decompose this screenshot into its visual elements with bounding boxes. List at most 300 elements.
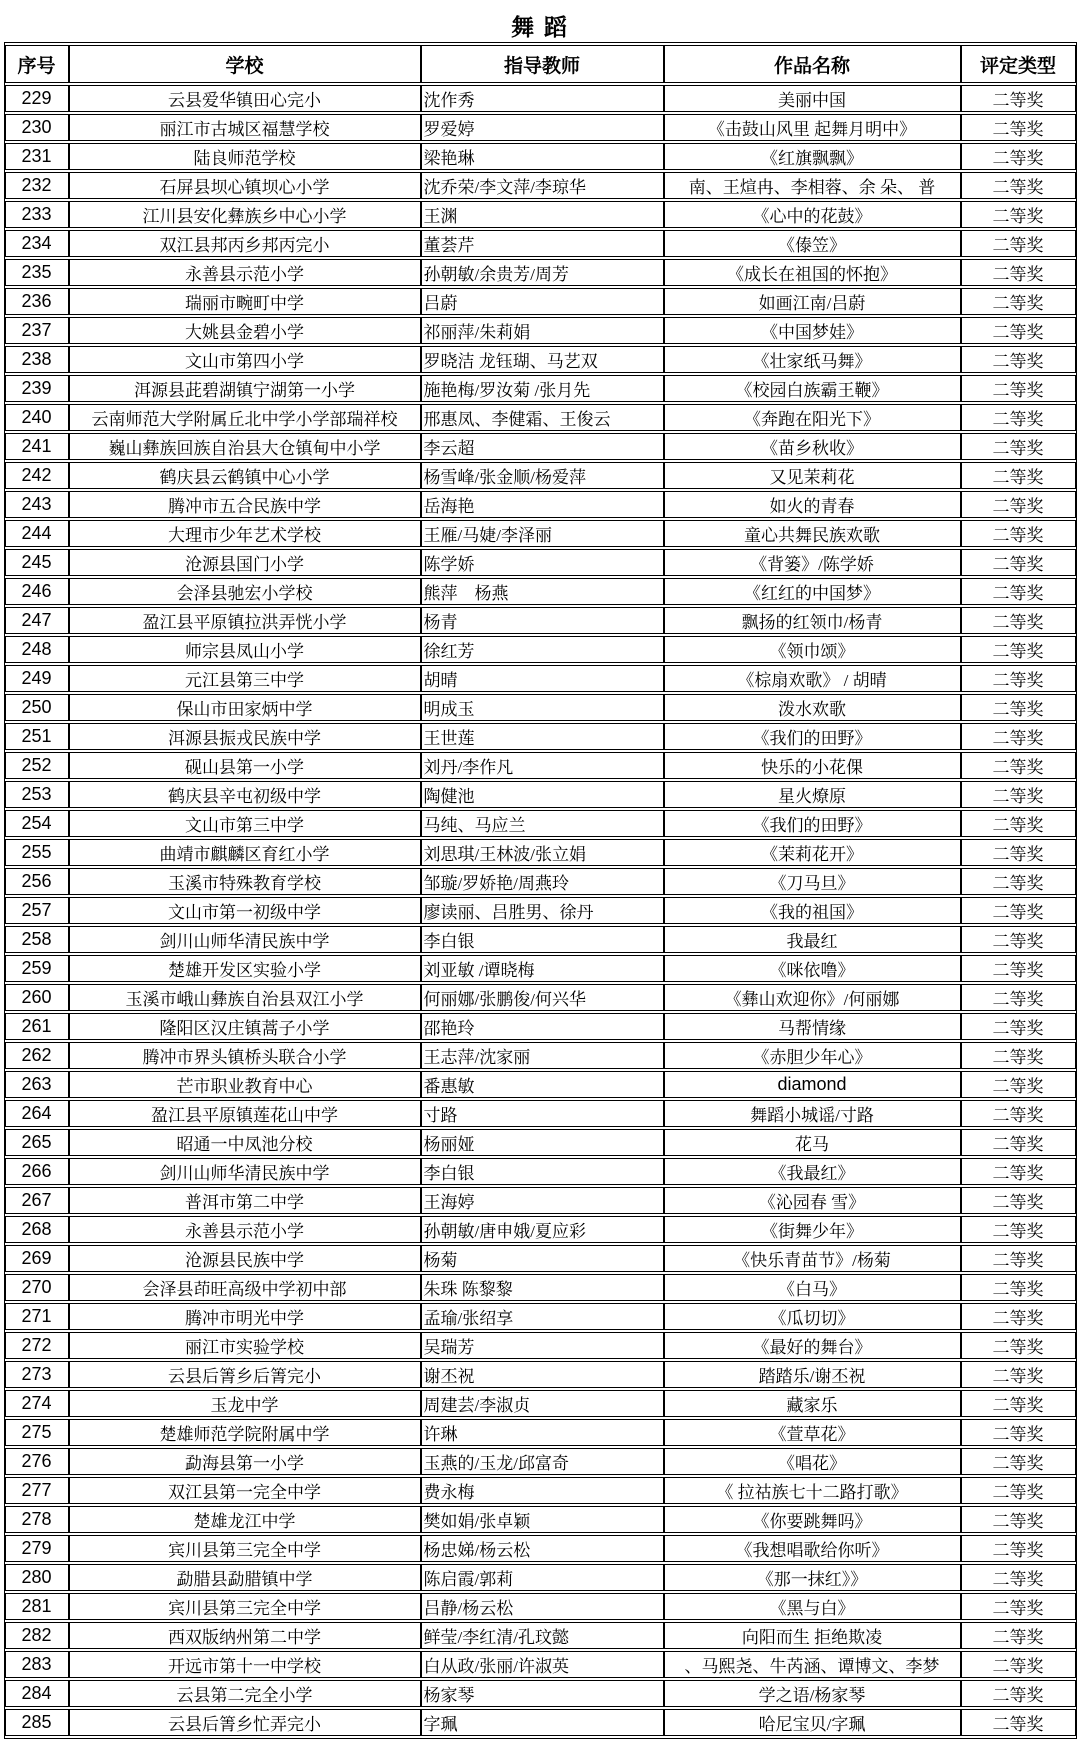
school-cell: 丽江市实验学校 bbox=[69, 1332, 421, 1359]
school-cell: 剑川山师华清民族中学 bbox=[69, 926, 421, 953]
award-cell: 二等奖 bbox=[961, 984, 1076, 1011]
teacher-cell: 马纯、马应兰 bbox=[421, 810, 664, 837]
work-cell: 学之语/杨家琴 bbox=[664, 1680, 961, 1707]
school-cell: 西双版纳州第二中学 bbox=[69, 1622, 421, 1649]
teacher-cell: 明成玉 bbox=[421, 694, 664, 721]
table-row bbox=[5, 1651, 1076, 1678]
award-cell: 二等奖 bbox=[961, 520, 1076, 547]
teacher-cell: 董荟芹 bbox=[421, 230, 664, 257]
school-cell: 洱源县振戎民族中学 bbox=[69, 723, 421, 750]
table-row bbox=[5, 317, 1076, 344]
award-cell: 二等奖 bbox=[961, 462, 1076, 489]
work-cell: 《成长在祖国的怀抱》 bbox=[664, 259, 961, 286]
header-row bbox=[5, 45, 1076, 83]
teacher-cell: 樊如娟/张卓颖 bbox=[421, 1506, 664, 1533]
work-cell: 《快乐青苗节》/杨菊 bbox=[664, 1245, 961, 1272]
teacher-cell: 番惠敏 bbox=[421, 1071, 664, 1098]
no-cell: 246 bbox=[5, 578, 69, 605]
no-cell: 244 bbox=[5, 520, 69, 547]
page-title: 舞 蹈 bbox=[511, 15, 569, 40]
school-cell: 江川县安化彝族乡中心小学 bbox=[69, 201, 421, 228]
work-cell: 美丽中国 bbox=[664, 85, 961, 112]
teacher-cell: 杨家琴 bbox=[421, 1680, 664, 1707]
no-cell: 261 bbox=[5, 1013, 69, 1040]
no-cell: 255 bbox=[5, 839, 69, 866]
no-cell: 240 bbox=[5, 404, 69, 431]
table-row bbox=[5, 520, 1076, 547]
table-row bbox=[5, 259, 1076, 286]
award-cell: 二等奖 bbox=[961, 259, 1076, 286]
school-cell: 鹤庆县辛屯初级中学 bbox=[69, 781, 421, 808]
award-cell: 二等奖 bbox=[961, 1129, 1076, 1156]
no-cell: 233 bbox=[5, 201, 69, 228]
award-cell: 二等奖 bbox=[961, 752, 1076, 779]
award-cell: 二等奖 bbox=[961, 926, 1076, 953]
award-cell: 二等奖 bbox=[961, 1274, 1076, 1301]
teacher-cell: 廖读丽、吕胜男、徐丹 bbox=[421, 897, 664, 924]
table-row bbox=[5, 636, 1076, 663]
no-cell: 239 bbox=[5, 375, 69, 402]
table-row bbox=[5, 1622, 1076, 1649]
award-cell: 二等奖 bbox=[961, 317, 1076, 344]
school-cell: 永善县示范小学 bbox=[69, 1216, 421, 1243]
school-cell: 腾冲市五合民族中学 bbox=[69, 491, 421, 518]
teacher-cell: 刘思琪/王林波/张立娟 bbox=[421, 839, 664, 866]
no-cell: 236 bbox=[5, 288, 69, 315]
no-cell: 245 bbox=[5, 549, 69, 576]
table-row bbox=[5, 1390, 1076, 1417]
table-row bbox=[5, 1535, 1076, 1562]
teacher-cell: 王海婷 bbox=[421, 1187, 664, 1214]
award-cell: 二等奖 bbox=[961, 955, 1076, 982]
work-cell: 《心中的花鼓》 bbox=[664, 201, 961, 228]
work-cell: 《最好的舞台》 bbox=[664, 1332, 961, 1359]
work-cell: 《壮家纸马舞》 bbox=[664, 346, 961, 373]
award-cell: 二等奖 bbox=[961, 1535, 1076, 1562]
work-cell: 哈尼宝贝/字珮 bbox=[664, 1709, 961, 1736]
school-cell: 双江县第一完全中学 bbox=[69, 1477, 421, 1504]
award-cell: 二等奖 bbox=[961, 1593, 1076, 1620]
award-cell: 二等奖 bbox=[961, 781, 1076, 808]
no-cell: 281 bbox=[5, 1593, 69, 1620]
no-cell: 262 bbox=[5, 1042, 69, 1069]
table-row bbox=[5, 491, 1076, 518]
table-row bbox=[5, 694, 1076, 721]
no-cell: 264 bbox=[5, 1100, 69, 1127]
award-cell: 二等奖 bbox=[961, 491, 1076, 518]
no-cell: 282 bbox=[5, 1622, 69, 1649]
teacher-cell: 费永梅 bbox=[421, 1477, 664, 1504]
no-cell: 280 bbox=[5, 1564, 69, 1591]
school-cell: 云县后箐乡忙弄完小 bbox=[69, 1709, 421, 1736]
table-row bbox=[5, 433, 1076, 460]
table-row bbox=[5, 752, 1076, 779]
no-cell: 247 bbox=[5, 607, 69, 634]
teacher-cell: 邢惠凤、李健霜、王俊云 bbox=[421, 404, 664, 431]
work-cell: 踏踏乐/谢丕祝 bbox=[664, 1361, 961, 1388]
teacher-cell: 祁丽萍/朱莉娟 bbox=[421, 317, 664, 344]
school-cell: 鹤庆县云鹤镇中心小学 bbox=[69, 462, 421, 489]
work-cell: 如火的青春 bbox=[664, 491, 961, 518]
table-row bbox=[5, 1593, 1076, 1620]
teacher-cell: 孟瑜/张绍享 bbox=[421, 1303, 664, 1330]
teacher-cell: 刘丹/李作凡 bbox=[421, 752, 664, 779]
school-cell: 玉溪市峨山彝族自治县双江小学 bbox=[69, 984, 421, 1011]
school-cell: 腾冲市明光中学 bbox=[69, 1303, 421, 1330]
no-cell: 229 bbox=[5, 85, 69, 112]
teacher-cell: 熊萍 杨燕 bbox=[421, 578, 664, 605]
award-cell: 二等奖 bbox=[961, 1651, 1076, 1678]
school-cell: 文山市第四小学 bbox=[69, 346, 421, 373]
table-row bbox=[5, 1506, 1076, 1533]
no-cell: 269 bbox=[5, 1245, 69, 1272]
table-row bbox=[5, 114, 1076, 141]
no-cell: 278 bbox=[5, 1506, 69, 1533]
work-cell: 《棕扇欢歌》 / 胡晴 bbox=[664, 665, 961, 692]
work-cell: 藏家乐 bbox=[664, 1390, 961, 1417]
table-row bbox=[5, 1071, 1076, 1098]
teacher-cell: 徐红芳 bbox=[421, 636, 664, 663]
award-cell: 二等奖 bbox=[961, 1680, 1076, 1707]
award-cell: 二等奖 bbox=[961, 636, 1076, 663]
school-cell: 芒市职业教育中心 bbox=[69, 1071, 421, 1098]
award-cell: 二等奖 bbox=[961, 1100, 1076, 1127]
school-cell: 普洱市第二中学 bbox=[69, 1187, 421, 1214]
no-cell: 250 bbox=[5, 694, 69, 721]
no-cell: 254 bbox=[5, 810, 69, 837]
award-cell: 二等奖 bbox=[961, 1187, 1076, 1214]
teacher-cell: 邵艳玲 bbox=[421, 1013, 664, 1040]
school-cell: 玉龙中学 bbox=[69, 1390, 421, 1417]
work-cell: 《瓜切切》 bbox=[664, 1303, 961, 1330]
school-cell: 永善县示范小学 bbox=[69, 259, 421, 286]
work-cell: 《我们的田野》 bbox=[664, 810, 961, 837]
school-cell: 云县爱华镇田心完小 bbox=[69, 85, 421, 112]
work-cell: 《我们的田野》 bbox=[664, 723, 961, 750]
header-no: 序号 bbox=[5, 45, 69, 83]
award-cell: 二等奖 bbox=[961, 1361, 1076, 1388]
award-cell: 二等奖 bbox=[961, 1448, 1076, 1475]
school-cell: 文山市第一初级中学 bbox=[69, 897, 421, 924]
table-row bbox=[5, 984, 1076, 1011]
work-cell: 《奔跑在阳光下》 bbox=[664, 404, 961, 431]
table-row bbox=[5, 1013, 1076, 1040]
table-row bbox=[5, 868, 1076, 895]
school-cell: 石屏县坝心镇坝心小学 bbox=[69, 172, 421, 199]
teacher-cell: 沈作秀 bbox=[421, 85, 664, 112]
table-row bbox=[5, 839, 1076, 866]
no-cell: 273 bbox=[5, 1361, 69, 1388]
teacher-cell: 施艳梅/罗汝菊 /张月先 bbox=[421, 375, 664, 402]
teacher-cell: 杨忠娣/杨云松 bbox=[421, 1535, 664, 1562]
school-cell: 会泽县驰宏小学校 bbox=[69, 578, 421, 605]
table-row bbox=[5, 1158, 1076, 1185]
award-cell: 二等奖 bbox=[961, 201, 1076, 228]
no-cell: 235 bbox=[5, 259, 69, 286]
work-cell: 我最红 bbox=[664, 926, 961, 953]
award-cell: 二等奖 bbox=[961, 897, 1076, 924]
teacher-cell: 字珮 bbox=[421, 1709, 664, 1736]
work-cell: 《我的祖国》 bbox=[664, 897, 961, 924]
teacher-cell: 杨青 bbox=[421, 607, 664, 634]
no-cell: 263 bbox=[5, 1071, 69, 1098]
work-cell: 《红红的中国梦》 bbox=[664, 578, 961, 605]
award-cell: 二等奖 bbox=[961, 404, 1076, 431]
no-cell: 234 bbox=[5, 230, 69, 257]
teacher-cell: 梁艳琳 bbox=[421, 143, 664, 170]
no-cell: 231 bbox=[5, 143, 69, 170]
teacher-cell: 吴瑞芳 bbox=[421, 1332, 664, 1359]
work-cell: 《傣笠》 bbox=[664, 230, 961, 257]
work-cell: 童心共舞民族欢歌 bbox=[664, 520, 961, 547]
work-cell: 《萱草花》 bbox=[664, 1419, 961, 1446]
no-cell: 265 bbox=[5, 1129, 69, 1156]
award-cell: 二等奖 bbox=[961, 1042, 1076, 1069]
teacher-cell: 何丽娜/张鹏俊/何兴华 bbox=[421, 984, 664, 1011]
school-cell: 隆阳区汉庄镇蒿子小学 bbox=[69, 1013, 421, 1040]
no-cell: 257 bbox=[5, 897, 69, 924]
table-row bbox=[5, 607, 1076, 634]
award-cell: 二等奖 bbox=[961, 288, 1076, 315]
teacher-cell: 李白银 bbox=[421, 926, 664, 953]
school-cell: 巍山彝族回族自治县大仓镇甸中小学 bbox=[69, 433, 421, 460]
no-cell: 266 bbox=[5, 1158, 69, 1185]
header-award: 评定类型 bbox=[961, 45, 1076, 83]
work-cell: 《背篓》/陈学娇 bbox=[664, 549, 961, 576]
teacher-cell: 孙朝敏/唐申娥/夏应彩 bbox=[421, 1216, 664, 1243]
school-cell: 瑞丽市畹町中学 bbox=[69, 288, 421, 315]
header-school: 学校 bbox=[69, 45, 421, 83]
award-cell: 二等奖 bbox=[961, 1332, 1076, 1359]
school-cell: 盈江县平原镇莲花山中学 bbox=[69, 1100, 421, 1127]
work-cell: 飘扬的红领巾/杨青 bbox=[664, 607, 961, 634]
teacher-cell: 王世莲 bbox=[421, 723, 664, 750]
work-cell: 《刀马旦》 bbox=[664, 868, 961, 895]
award-cell: 二等奖 bbox=[961, 143, 1076, 170]
school-cell: 剑川山师华清民族中学 bbox=[69, 1158, 421, 1185]
no-cell: 241 bbox=[5, 433, 69, 460]
work-cell: 《击鼓山风里 起舞月明中》 bbox=[664, 114, 961, 141]
table-row bbox=[5, 1187, 1076, 1214]
award-cell: 二等奖 bbox=[961, 1071, 1076, 1098]
school-cell: 文山市第三中学 bbox=[69, 810, 421, 837]
work-cell: 星火燎原 bbox=[664, 781, 961, 808]
awards-table bbox=[4, 42, 1077, 1739]
table-row bbox=[5, 172, 1076, 199]
no-cell: 276 bbox=[5, 1448, 69, 1475]
award-cell: 二等奖 bbox=[961, 1506, 1076, 1533]
school-cell: 勐海县第一小学 bbox=[69, 1448, 421, 1475]
work-cell: 《街舞少年》 bbox=[664, 1216, 961, 1243]
no-cell: 259 bbox=[5, 955, 69, 982]
teacher-cell: 玉燕的/玉龙/邱富奇 bbox=[421, 1448, 664, 1475]
teacher-cell: 沈乔荣/李文萍/李琼华 bbox=[421, 172, 664, 199]
school-cell: 宾川县第三完全中学 bbox=[69, 1535, 421, 1562]
award-cell: 二等奖 bbox=[961, 1303, 1076, 1330]
table-row bbox=[5, 1216, 1076, 1243]
header-teacher: 指导教师 bbox=[421, 45, 664, 83]
work-cell: 《唱花》 bbox=[664, 1448, 961, 1475]
no-cell: 237 bbox=[5, 317, 69, 344]
award-cell: 二等奖 bbox=[961, 549, 1076, 576]
no-cell: 271 bbox=[5, 1303, 69, 1330]
table-row bbox=[5, 1709, 1076, 1736]
award-cell: 二等奖 bbox=[961, 1709, 1076, 1736]
teacher-cell: 吕静/杨云松 bbox=[421, 1593, 664, 1620]
school-cell: 昭通一中凤池分校 bbox=[69, 1129, 421, 1156]
table-row bbox=[5, 723, 1076, 750]
no-cell: 258 bbox=[5, 926, 69, 953]
no-cell: 248 bbox=[5, 636, 69, 663]
school-cell: 会泽县茚旺高级中学初中部 bbox=[69, 1274, 421, 1301]
work-cell: 泼水欢歌 bbox=[664, 694, 961, 721]
school-cell: 勐腊县勐腊镇中学 bbox=[69, 1564, 421, 1591]
award-cell: 二等奖 bbox=[961, 114, 1076, 141]
teacher-cell: 王雁/马婕/李泽丽 bbox=[421, 520, 664, 547]
table-row bbox=[5, 201, 1076, 228]
teacher-cell: 岳海艳 bbox=[421, 491, 664, 518]
work-cell: 马帮情缘 bbox=[664, 1013, 961, 1040]
school-cell: 沧源县国门小学 bbox=[69, 549, 421, 576]
teacher-cell: 王渊 bbox=[421, 201, 664, 228]
work-cell: 《我想唱歌给你听》 bbox=[664, 1535, 961, 1562]
no-cell: 230 bbox=[5, 114, 69, 141]
school-cell: 砚山县第一小学 bbox=[69, 752, 421, 779]
teacher-cell: 刘亚敏 /谭晓梅 bbox=[421, 955, 664, 982]
teacher-cell: 杨丽娅 bbox=[421, 1129, 664, 1156]
work-cell: 、马熙尧、牛芮涵、谭博文、李梦 bbox=[664, 1651, 961, 1678]
school-cell: 云县第二完全小学 bbox=[69, 1680, 421, 1707]
work-cell: 《彝山欢迎你》/何丽娜 bbox=[664, 984, 961, 1011]
teacher-cell: 胡晴 bbox=[421, 665, 664, 692]
award-cell: 二等奖 bbox=[961, 230, 1076, 257]
award-cell: 二等奖 bbox=[961, 607, 1076, 634]
work-cell: 《中国梦娃》 bbox=[664, 317, 961, 344]
school-cell: 大姚县金碧小学 bbox=[69, 317, 421, 344]
work-cell: 《那一抹红》》 bbox=[664, 1564, 961, 1591]
table-row bbox=[5, 1274, 1076, 1301]
teacher-cell: 吕蔚 bbox=[421, 288, 664, 315]
table-row bbox=[5, 955, 1076, 982]
table-row bbox=[5, 288, 1076, 315]
table-row bbox=[5, 462, 1076, 489]
no-cell: 252 bbox=[5, 752, 69, 779]
work-cell: 《校园白族霸王鞭》 bbox=[664, 375, 961, 402]
work-cell: 向阳而生 拒绝欺凌 bbox=[664, 1622, 961, 1649]
no-cell: 270 bbox=[5, 1274, 69, 1301]
award-cell: 二等奖 bbox=[961, 723, 1076, 750]
award-cell: 二等奖 bbox=[961, 665, 1076, 692]
teacher-cell: 邹璇/罗娇艳/周燕玲 bbox=[421, 868, 664, 895]
award-cell: 二等奖 bbox=[961, 868, 1076, 895]
teacher-cell: 寸路 bbox=[421, 1100, 664, 1127]
no-cell: 253 bbox=[5, 781, 69, 808]
award-cell: 二等奖 bbox=[961, 694, 1076, 721]
award-cell: 二等奖 bbox=[961, 433, 1076, 460]
work-cell: 《沁园春 雪》 bbox=[664, 1187, 961, 1214]
no-cell: 243 bbox=[5, 491, 69, 518]
table-row bbox=[5, 926, 1076, 953]
table-row bbox=[5, 1680, 1076, 1707]
teacher-cell: 杨菊 bbox=[421, 1245, 664, 1272]
no-cell: 279 bbox=[5, 1535, 69, 1562]
work-cell: 《苗乡秋收》 bbox=[664, 433, 961, 460]
school-cell: 开远市第十一中学校 bbox=[69, 1651, 421, 1678]
no-cell: 242 bbox=[5, 462, 69, 489]
award-cell: 二等奖 bbox=[961, 1158, 1076, 1185]
table-row bbox=[5, 665, 1076, 692]
teacher-cell: 陈启霞/郭莉 bbox=[421, 1564, 664, 1591]
no-cell: 283 bbox=[5, 1651, 69, 1678]
award-cell: 二等奖 bbox=[961, 1216, 1076, 1243]
award-cell: 二等奖 bbox=[961, 1013, 1076, 1040]
no-cell: 275 bbox=[5, 1419, 69, 1446]
award-cell: 二等奖 bbox=[961, 810, 1076, 837]
teacher-cell: 白从政/张丽/许淑英 bbox=[421, 1651, 664, 1678]
award-cell: 二等奖 bbox=[961, 1419, 1076, 1446]
school-cell: 宾川县第三完全中学 bbox=[69, 1593, 421, 1620]
work-cell: 《 拉祜族七十二路打歌》 bbox=[664, 1477, 961, 1504]
school-cell: 元江县第三中学 bbox=[69, 665, 421, 692]
table-row bbox=[5, 1564, 1076, 1591]
teacher-cell: 罗晓洁 龙钰瑚、马艺双 bbox=[421, 346, 664, 373]
school-cell: 洱源县茈碧湖镇宁湖第一小学 bbox=[69, 375, 421, 402]
work-cell: 花马 bbox=[664, 1129, 961, 1156]
award-cell: 二等奖 bbox=[961, 172, 1076, 199]
table-row bbox=[5, 1448, 1076, 1475]
school-cell: 大理市少年艺术学校 bbox=[69, 520, 421, 547]
school-cell: 丽江市古城区福慧学校 bbox=[69, 114, 421, 141]
school-cell: 云南师范大学附属丘北中学小学部瑞祥校 bbox=[69, 404, 421, 431]
work-cell: 快乐的小花倮 bbox=[664, 752, 961, 779]
work-cell: 《红旗飘飘》 bbox=[664, 143, 961, 170]
work-cell: 《你要跳舞吗》 bbox=[664, 1506, 961, 1533]
teacher-cell: 李白银 bbox=[421, 1158, 664, 1185]
no-cell: 251 bbox=[5, 723, 69, 750]
award-cell: 二等奖 bbox=[961, 1564, 1076, 1591]
no-cell: 274 bbox=[5, 1390, 69, 1417]
teacher-cell: 许琳 bbox=[421, 1419, 664, 1446]
table-row bbox=[5, 810, 1076, 837]
school-cell: 陆良师范学校 bbox=[69, 143, 421, 170]
teacher-cell: 朱珠 陈黎黎 bbox=[421, 1274, 664, 1301]
school-cell: 双江县邦丙乡邦丙完小 bbox=[69, 230, 421, 257]
teacher-cell: 陈学娇 bbox=[421, 549, 664, 576]
no-cell: 260 bbox=[5, 984, 69, 1011]
school-cell: 曲靖市麒麟区育红小学 bbox=[69, 839, 421, 866]
table-row bbox=[5, 1042, 1076, 1069]
table-row bbox=[5, 1419, 1076, 1446]
table-row bbox=[5, 1361, 1076, 1388]
table-row bbox=[5, 346, 1076, 373]
table-row bbox=[5, 85, 1076, 112]
award-cell: 二等奖 bbox=[961, 1245, 1076, 1272]
teacher-cell: 罗爱婷 bbox=[421, 114, 664, 141]
teacher-cell: 王志萍/沈家丽 bbox=[421, 1042, 664, 1069]
table-row bbox=[5, 404, 1076, 431]
teacher-cell: 孙朝敏/余贵芳/周芳 bbox=[421, 259, 664, 286]
no-cell: 267 bbox=[5, 1187, 69, 1214]
teacher-cell: 陶健池 bbox=[421, 781, 664, 808]
school-cell: 云县后箐乡后箐完小 bbox=[69, 1361, 421, 1388]
work-cell: 《茉莉花开》 bbox=[664, 839, 961, 866]
table-row bbox=[5, 1245, 1076, 1272]
work-cell: 南、王煊冉、李相蓉、余 朵、 普 bbox=[664, 172, 961, 199]
work-cell: 如画江南/吕蔚 bbox=[664, 288, 961, 315]
school-cell: 沧源县民族中学 bbox=[69, 1245, 421, 1272]
table-row bbox=[5, 1100, 1076, 1127]
teacher-cell: 李云超 bbox=[421, 433, 664, 460]
